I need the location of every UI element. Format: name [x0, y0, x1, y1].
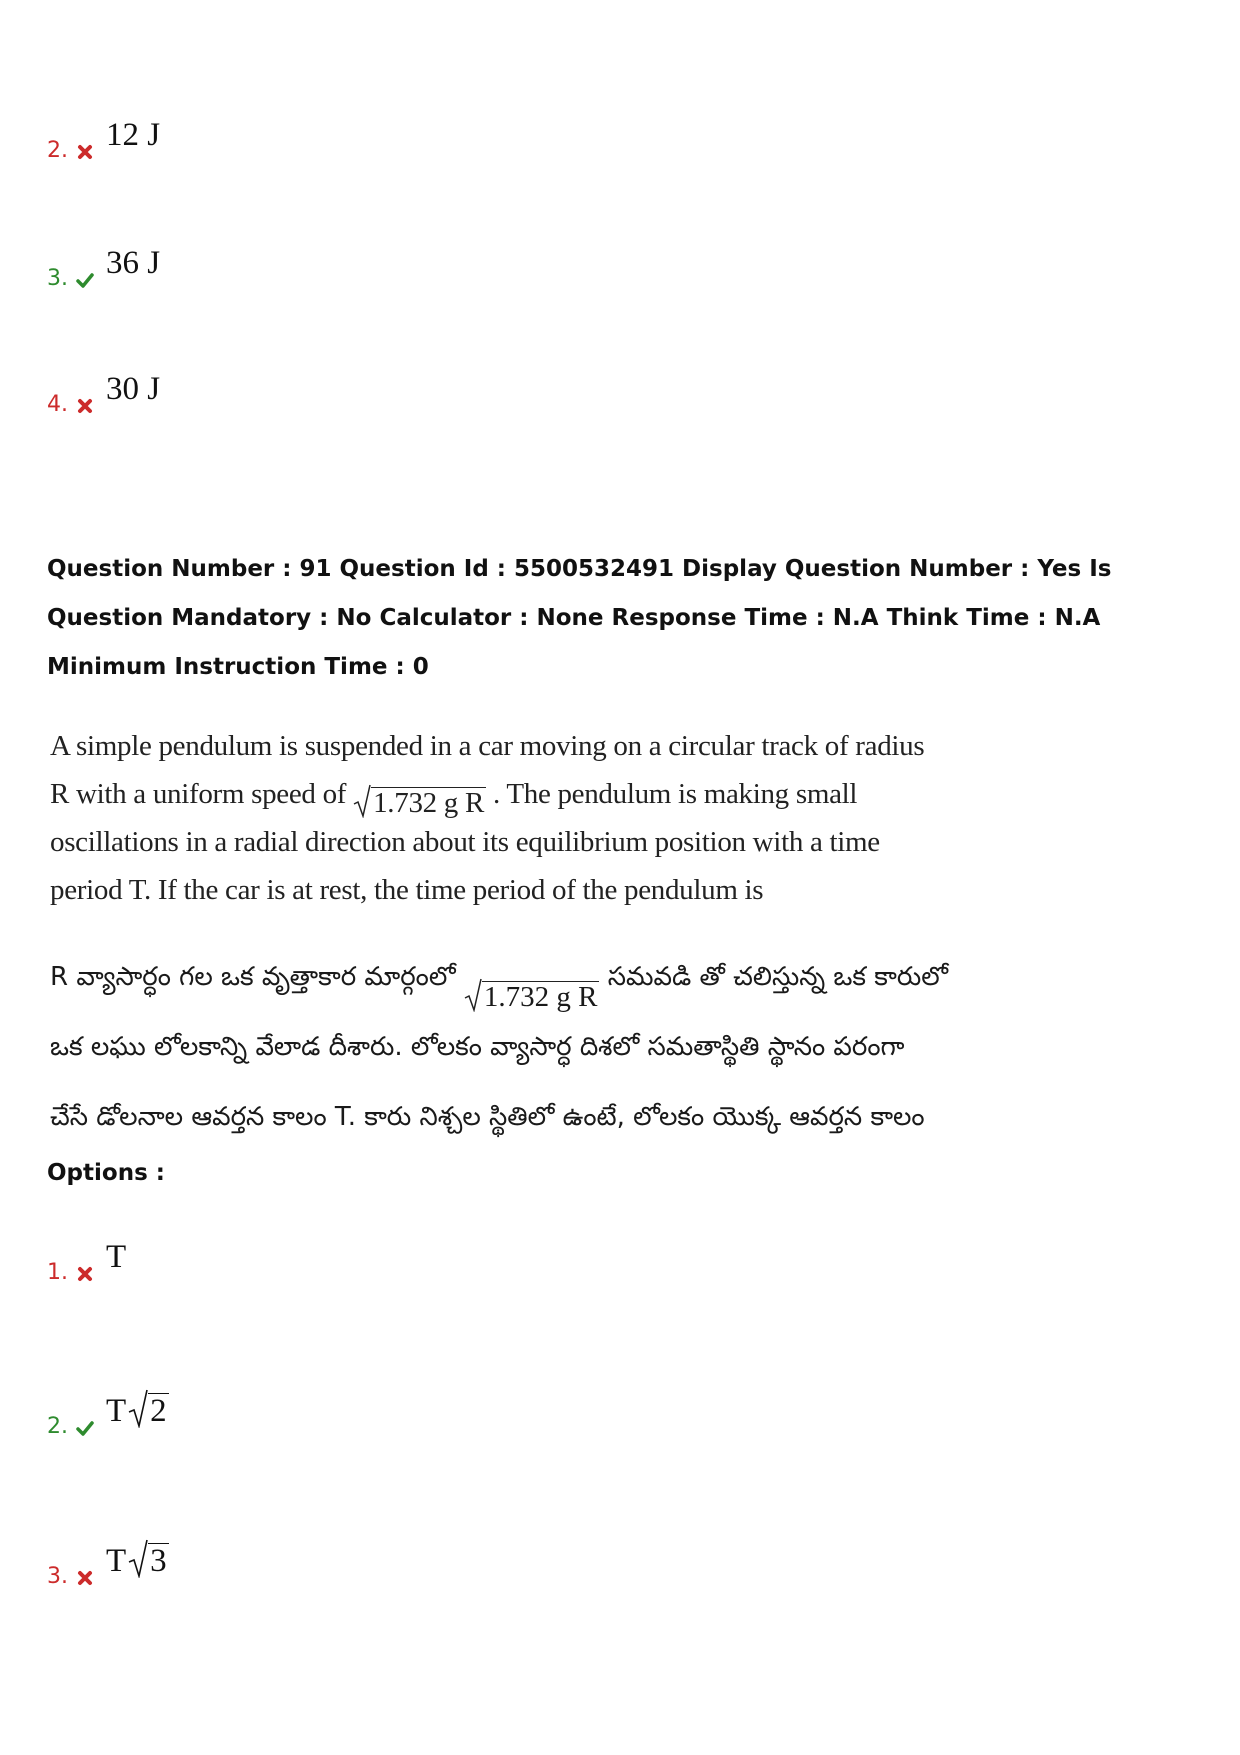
option-1: [47, 1240, 126, 1286]
prev-option-4: [47, 372, 160, 418]
sqrt-radicand: 2: [150, 1393, 167, 1429]
option-number: 1.: [47, 1260, 68, 1285]
prev-option-2: [47, 118, 160, 164]
sqrt-expression: [353, 784, 486, 818]
option-value: [106, 1538, 169, 1578]
sqrt-radicand: 3: [150, 1543, 167, 1579]
question-text-part1: A simple pendulum is suspended in a car moving on a circular track of radius R with a uniform speed of: [50, 730, 925, 810]
sqrt-sign: [128, 1388, 148, 1428]
cross-icon: [76, 397, 94, 415]
option-number: 3.: [47, 266, 68, 291]
option-prefix: T: [106, 1543, 127, 1579]
prev-option-3: [47, 246, 160, 292]
checkmark-icon: [76, 1419, 94, 1437]
checkmark-icon: [76, 271, 94, 289]
option-value: [106, 1240, 126, 1274]
question-text-english: [50, 722, 950, 914]
option-number: 2.: [47, 138, 68, 163]
option-value: 30 J: [106, 371, 161, 407]
option-value: 36 J: [106, 245, 161, 281]
options-label: Options :: [47, 1160, 165, 1186]
sqrt-expression: [128, 1538, 169, 1578]
option-2: [47, 1388, 169, 1440]
option-prefix: T: [106, 1239, 127, 1275]
question-meta: Question Number : 91 Question Id : 5500532491 Display Question Number : Yes Is Question Mandatory : No Calculator : None Response Time : N.A Think Time : N.A Minimum Instruction Time : 0: [47, 556, 1112, 680]
sqrt-sign: [353, 784, 371, 818]
sqrt-expression: [464, 978, 600, 1012]
sqrt-radicand: 1.732 g R: [483, 981, 598, 1013]
sqrt-sign: [128, 1538, 148, 1578]
cross-icon: [76, 1569, 94, 1587]
option-value: 12 J: [106, 117, 161, 153]
cross-icon: [76, 143, 94, 161]
question-text-part1: R వ్యాసార్ధం గల ఒక వృత్తాకార మార్గంలో: [50, 962, 456, 992]
question-text-part2: . The pendulum is making small oscillations in a radial direction about its equilibrium position with a time period T. If the car is at rest, the time period of the pendulum is: [50, 778, 880, 906]
question-text-part2: సమవడి తో చలిస్తున్న ఒక కారులో ఒక లఘు లోలకాన్ని వేలాడ దీశారు. లోలకం వ్యాసార్ధ దిశలో సమతాస్థితి స్థానం పరంగా చేసే డోలనాల ఆవర్తన కాలం T. కారు నిశ్చల స్థితిలో ఉంటే, లోలకం యొక్క ఆవర్తన కాలం: [50, 962, 948, 1132]
option-number: 2.: [47, 1414, 68, 1439]
option-3: [47, 1538, 169, 1590]
option-prefix: T: [106, 1393, 127, 1429]
sqrt-radicand: 1.732 g R: [373, 787, 484, 819]
option-value: [106, 1388, 169, 1428]
sqrt-sign: [464, 978, 482, 1012]
question-text-telugu: [50, 942, 950, 1152]
option-number: 4.: [47, 392, 68, 417]
sqrt-expression: [128, 1388, 169, 1428]
cross-icon: [76, 1265, 94, 1283]
option-number: 3.: [47, 1564, 68, 1589]
